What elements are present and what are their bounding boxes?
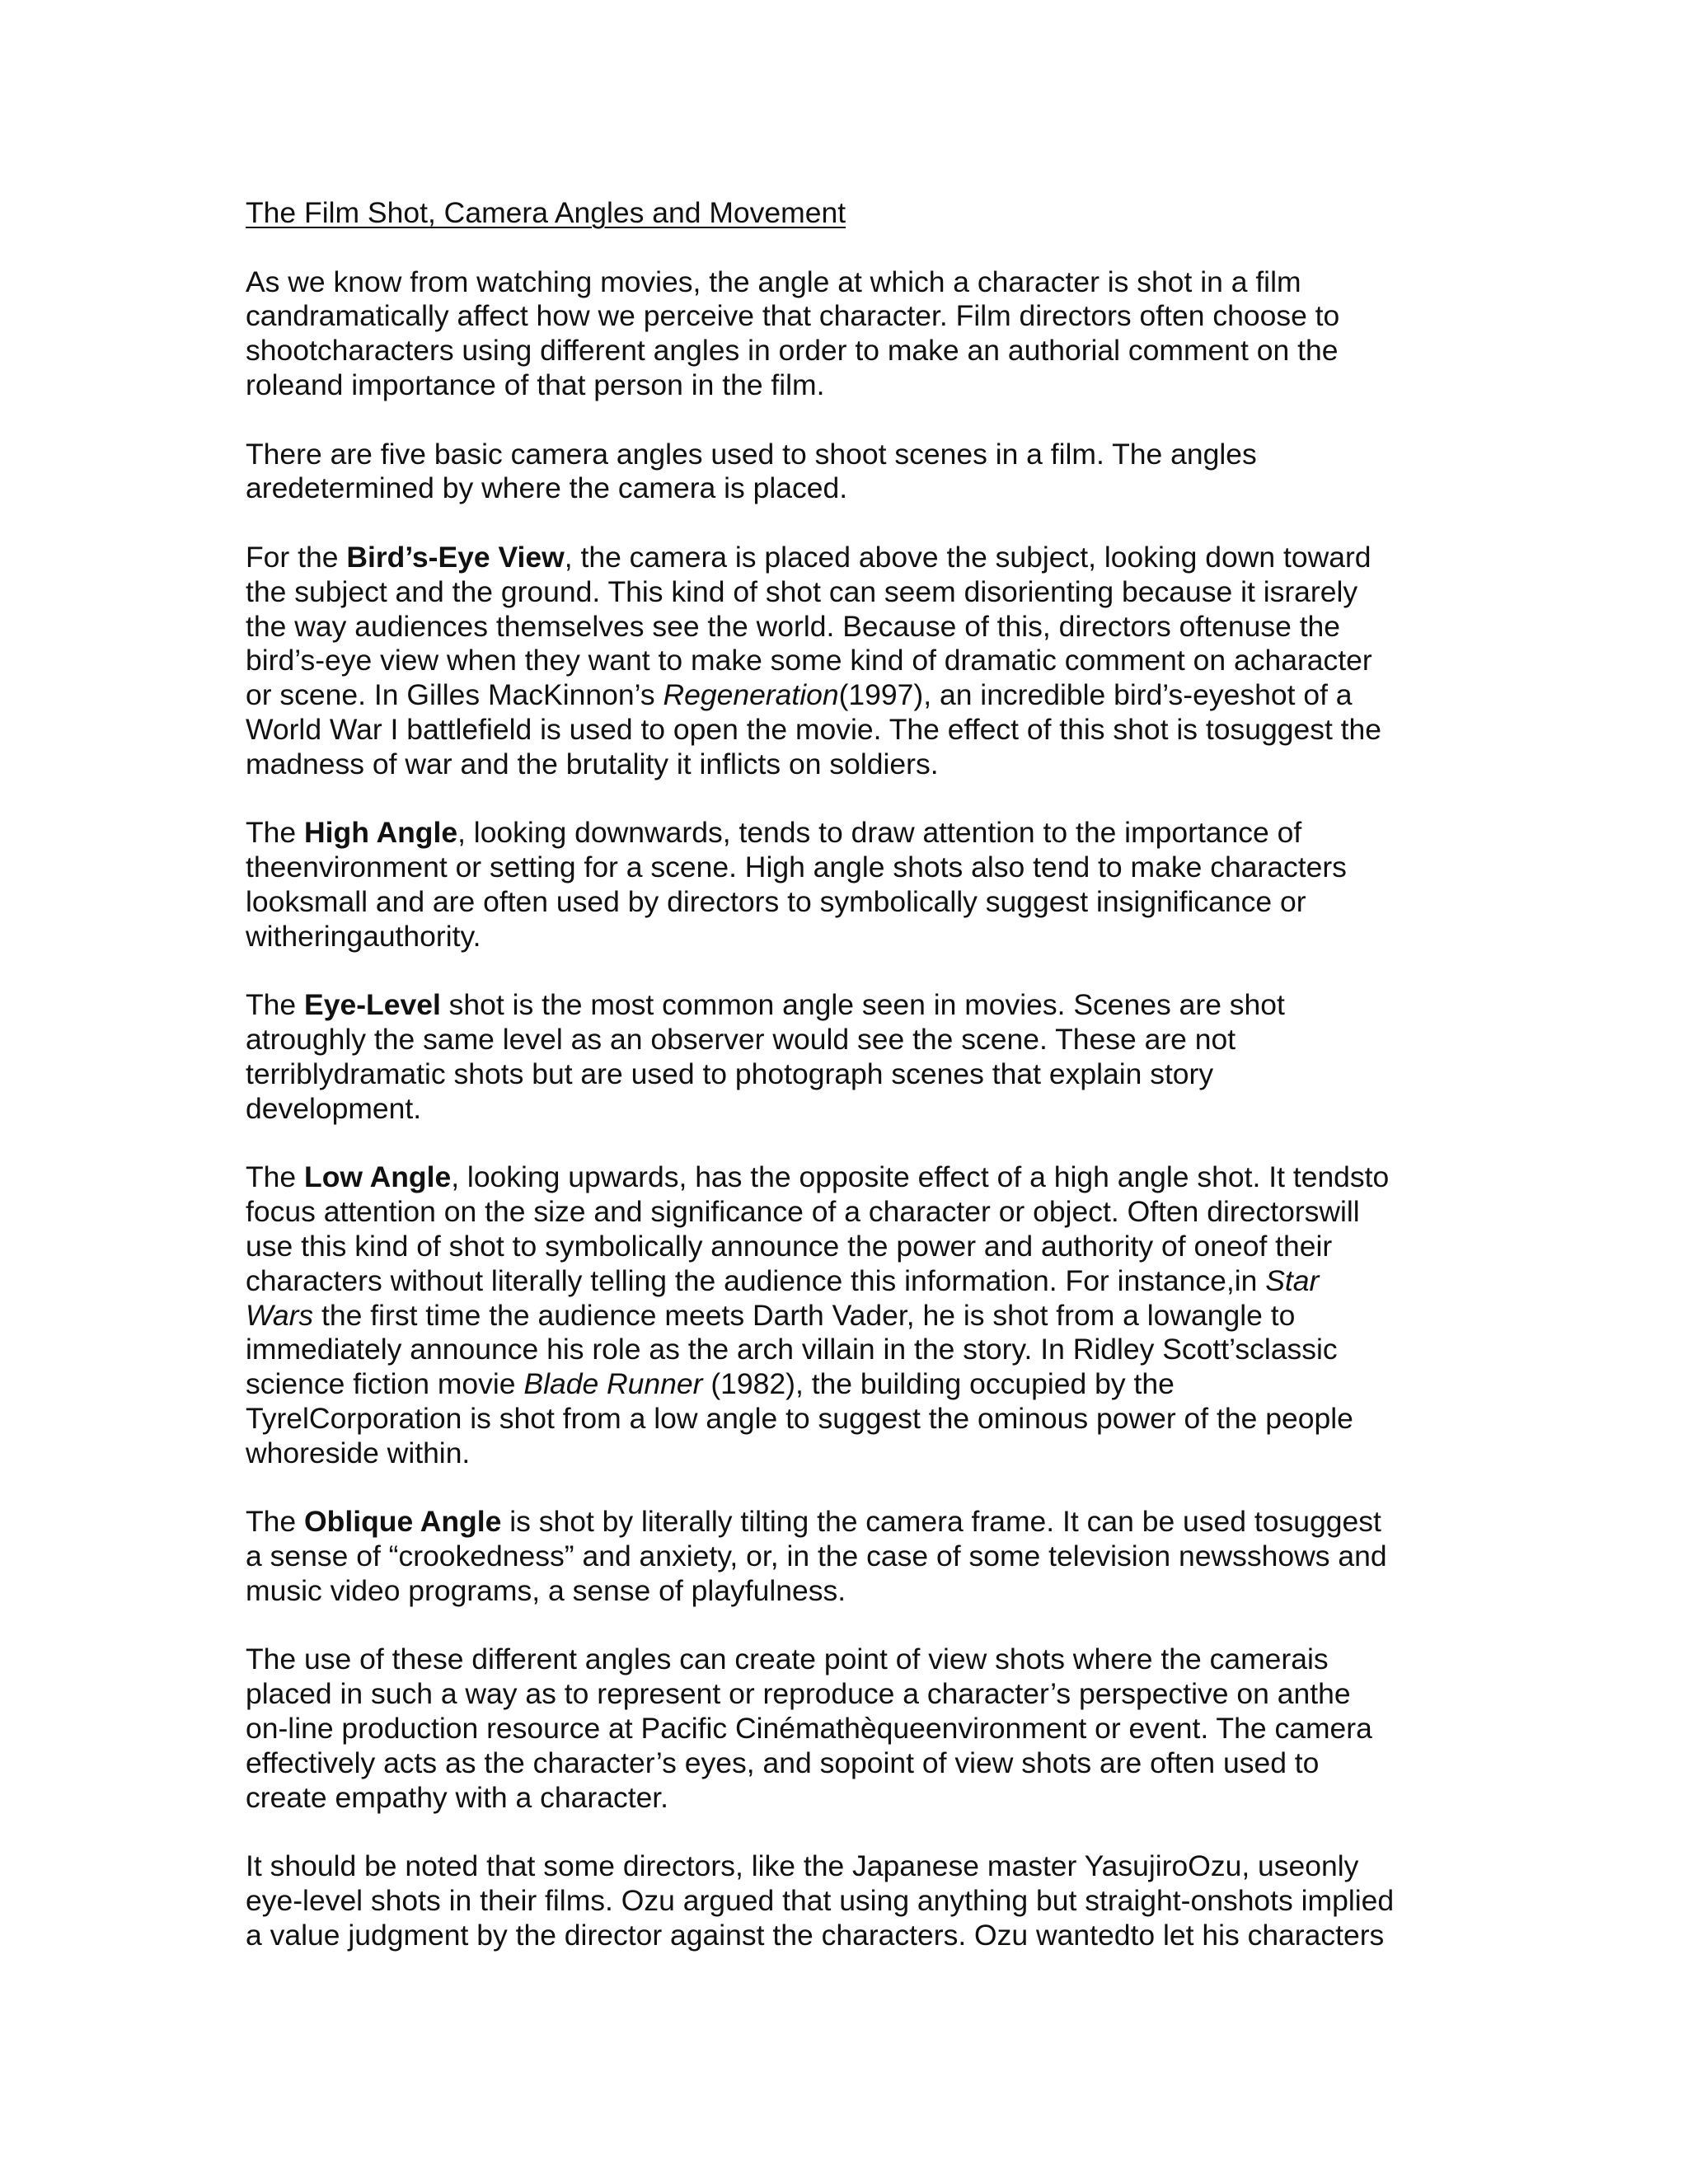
text-line xyxy=(246,1333,1449,1367)
text-line xyxy=(246,368,1449,403)
text-line xyxy=(246,1264,1449,1299)
text-line xyxy=(246,713,1449,748)
text-run: witheringauthority. xyxy=(246,919,481,953)
italic-title: Blade Runner xyxy=(523,1367,703,1401)
text-run: (1997), an incredible bird’s-eyeshot of a xyxy=(838,678,1353,712)
text-run: a value judgment by the director against the characters. Ozu wantedto let his characters xyxy=(246,1918,1385,1952)
text-line xyxy=(246,299,1449,334)
text-run: on-line production resource at Pacific Cinémathèqueenvironment or event. The camera xyxy=(246,1712,1372,1746)
text-run: a sense of “crookedness” and anxiety, or, in the case of some television newsshows and xyxy=(246,1540,1387,1573)
text-line xyxy=(246,1540,1449,1574)
text-run: There are five basic camera angles used to shoot scenes in a film. The angles xyxy=(246,437,1257,471)
text-run: As we know from watching movies, the angle at which a character is shot in a film xyxy=(246,265,1301,298)
text-line xyxy=(246,1160,1449,1195)
text-run: The xyxy=(246,1505,305,1539)
text-line xyxy=(246,610,1449,644)
text-line xyxy=(246,575,1449,610)
paragraph xyxy=(246,541,1449,782)
text-run: atroughly the same level as an observer would see the scene. These are not xyxy=(246,1023,1236,1057)
text-line xyxy=(246,1436,1449,1471)
text-line xyxy=(246,1746,1449,1781)
text-run: or scene. In Gilles MacKinnon’s xyxy=(246,678,663,712)
bold-term: Eye-Level xyxy=(304,988,441,1022)
text-line xyxy=(246,748,1449,782)
text-line xyxy=(246,1402,1449,1436)
text-line xyxy=(246,265,1449,300)
text-run: looksmall and are often used by directors to symbolically suggest insignificance or xyxy=(246,884,1306,918)
text-run: The use of these different angles can create point of view shots where the camerais xyxy=(246,1643,1329,1676)
italic-title: Regeneration xyxy=(663,678,839,712)
text-line xyxy=(246,438,1449,472)
text-run: For the xyxy=(246,540,347,574)
paragraph xyxy=(246,816,1449,954)
text-line xyxy=(246,1712,1449,1746)
paragraph-list xyxy=(246,265,1449,1953)
text-run: the first time the audience meets Darth Vader, he is shot from a lowangle to xyxy=(313,1298,1296,1332)
paragraph xyxy=(246,988,1449,1126)
text-run: placed in such a way as to represent or reproduce a character’s perspective on anthe xyxy=(246,1677,1351,1711)
text-run: , looking downwards, tends to draw attention to the importance of xyxy=(457,816,1302,850)
text-line xyxy=(246,851,1449,885)
bold-term: Oblique Angle xyxy=(304,1505,502,1539)
text-run: create empathy with a character. xyxy=(246,1780,669,1814)
text-run: , looking upwards, has the opposite effect of a high angle shot. It tendsto xyxy=(451,1160,1390,1194)
bold-term: Bird’s-Eye View xyxy=(346,540,565,574)
text-run: It should be noted that some directors, like the Japanese master YasujiroOzu, useonly xyxy=(246,1849,1359,1883)
text-run: TyrelCorporation is shot from a low angle to suggest the ominous power of the people xyxy=(246,1401,1353,1435)
text-line xyxy=(246,1574,1449,1609)
text-line xyxy=(246,1505,1449,1540)
text-run: use this kind of shot to symbolically announce the power and authority of oneof their xyxy=(246,1229,1333,1263)
text-line xyxy=(246,678,1449,713)
text-line xyxy=(246,1057,1449,1092)
text-run: bird’s-eye view when they want to make some kind of dramatic comment on acharacter xyxy=(246,644,1372,677)
text-run: The xyxy=(246,816,305,850)
text-line xyxy=(246,988,1449,1023)
text-run: The xyxy=(246,1160,305,1194)
italic-title: Wars xyxy=(246,1298,314,1332)
text-line xyxy=(246,1023,1449,1057)
paragraph xyxy=(246,438,1449,507)
text-line xyxy=(246,1299,1449,1333)
text-line xyxy=(246,541,1449,575)
text-line xyxy=(246,1884,1449,1919)
text-run: is shot by literally tilting the camera frame. It can be used tosuggest xyxy=(501,1505,1381,1539)
text-run: the subject and the ground. This kind of shot can seem disorienting because it israrely xyxy=(246,574,1358,608)
text-line xyxy=(246,644,1449,678)
text-line xyxy=(246,334,1449,368)
text-line xyxy=(246,816,1449,851)
text-line xyxy=(246,1092,1449,1127)
bold-term: Low Angle xyxy=(304,1160,452,1194)
text-line xyxy=(246,1919,1449,1953)
text-line xyxy=(246,1781,1449,1816)
text-run: shot is the most common angle seen in movies. Scenes are shot xyxy=(440,988,1285,1022)
text-run: candramatically affect how we perceive that character. Film directors often choose to xyxy=(246,299,1340,333)
text-line xyxy=(246,1195,1449,1230)
text-run: eye-level shots in their films. Ozu argued that using anything but straight-onshots implied xyxy=(246,1884,1395,1918)
text-run: the way audiences themselves see the world. Because of this, directors oftenuse the xyxy=(246,609,1341,643)
text-run: (1982), the building occupied by the xyxy=(702,1367,1175,1401)
text-run: World War I battlefield is used to open the movie. The effect of this shot is tosuggest the xyxy=(246,712,1382,746)
paragraph xyxy=(246,1849,1449,1952)
text-run: roleand importance of that person in the film. xyxy=(246,368,825,401)
text-run: development. xyxy=(246,1091,422,1125)
document-title: The Film Shot, Camera Angles and Movement xyxy=(246,196,846,229)
bold-term: High Angle xyxy=(304,816,458,850)
text-run: science fiction movie xyxy=(246,1367,524,1401)
paragraph xyxy=(246,1643,1449,1815)
text-line xyxy=(246,1643,1449,1677)
text-run: characters without literally telling the audience this information. For instance,in xyxy=(246,1263,1266,1297)
text-run: , the camera is placed above the subject, looking down toward xyxy=(564,540,1372,574)
text-line xyxy=(246,471,1449,506)
text-run: terriblydramatic shots but are used to photograph scenes that explain story xyxy=(246,1057,1214,1090)
text-run: shootcharacters using different angles in order to make an authorial comment on the xyxy=(246,334,1339,368)
text-line xyxy=(246,1230,1449,1264)
text-run: focus attention on the size and significance of a character or object. Often directorswill xyxy=(246,1195,1360,1229)
text-line xyxy=(246,885,1449,920)
document-body xyxy=(246,196,1449,1953)
paragraph xyxy=(246,265,1449,403)
text-run: whoreside within. xyxy=(246,1436,471,1469)
text-run: music video programs, a sense of playfulness. xyxy=(246,1573,846,1607)
text-run: madness of war and the brutality it inflicts on soldiers. xyxy=(246,747,939,780)
italic-title: Star xyxy=(1265,1263,1320,1297)
text-run: aredetermined by where the camera is placed. xyxy=(246,471,848,505)
text-line xyxy=(246,1677,1449,1712)
paragraph xyxy=(246,1505,1449,1608)
text-run: The xyxy=(246,988,305,1022)
text-line xyxy=(246,1367,1449,1402)
text-line xyxy=(246,1849,1449,1884)
text-run: immediately announce his role as the arch villain in the story. In Ridley Scott’sclassic xyxy=(246,1333,1338,1366)
text-run: effectively acts as the character’s eyes, and sopoint of view shots are often used to xyxy=(246,1746,1320,1779)
paragraph xyxy=(246,1160,1449,1470)
text-line xyxy=(246,920,1449,954)
text-run: theenvironment or setting for a scene. High angle shots also tend to make characters xyxy=(246,851,1347,884)
